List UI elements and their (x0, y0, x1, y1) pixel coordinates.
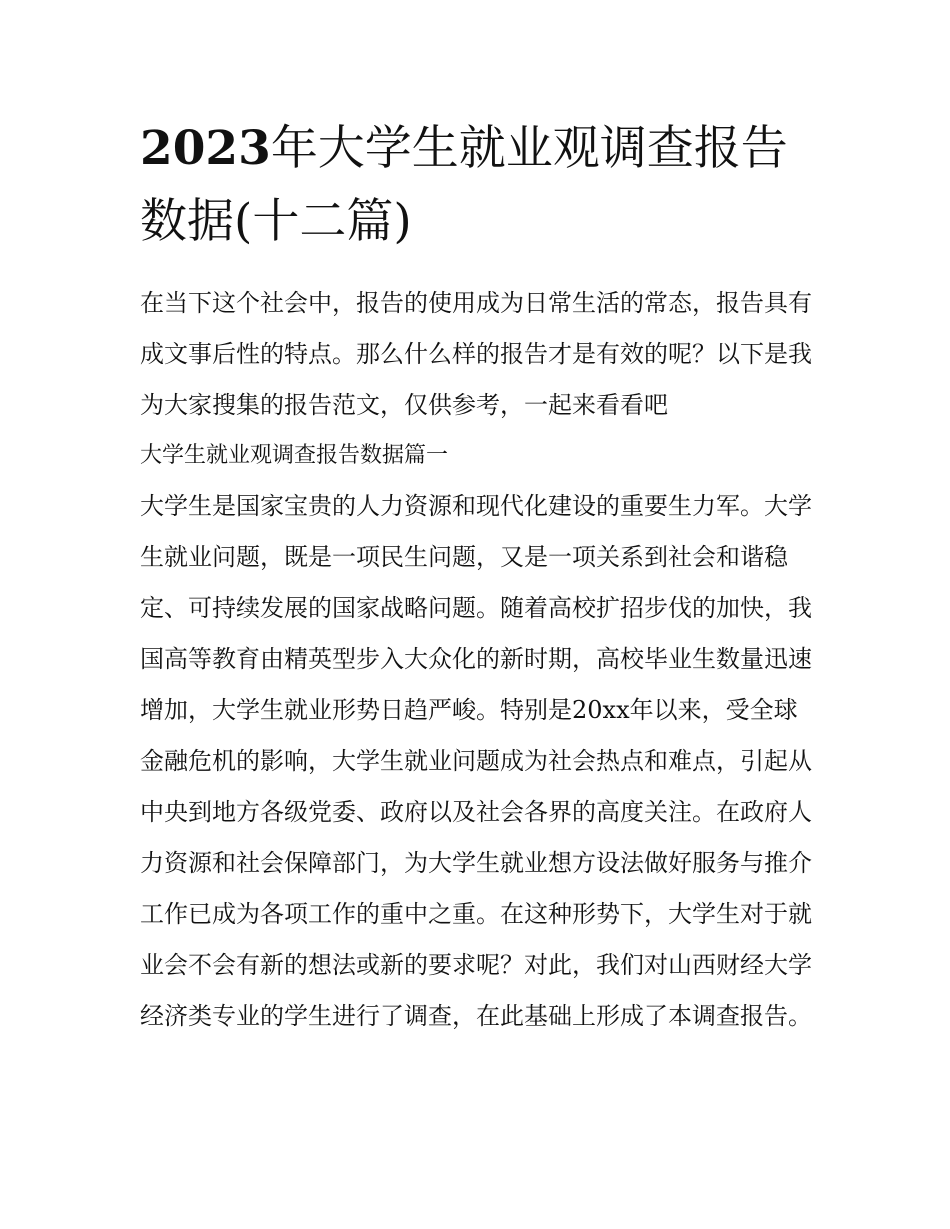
document-title (140, 112, 812, 258)
document-page (140, 112, 812, 1042)
intro-paragraph: 在当下这个社会中，报告的使用成为日常生活的常态，报告具有成文事后性的特点。那么什么样的报告才是有效的呢？以下是我为大家搜集的报告范文，仅供参考，一起来看看吧 (140, 289, 812, 419)
title-text: 年大学生就业观调查报告数据(十二篇) (140, 121, 788, 249)
title-year: 2023 (140, 121, 271, 176)
body-paragraph: 大学生是国家宝贵的人力资源和现代化建设的重要生力军。大学生就业问题，既是一项民生问题，又是一项关系到社会和谐稳定、可持续发展的国家战略问题。随着高校扩招步伐的加快，我国高等教育由精英型步入大众化的新时期，高校毕业生数量迅速增加，大学生就业形势日趋严峻。特别是20xx年以来，受全球金融危机的影响，大学生就业问题成为社会热点和难点，引起从中央到地方各级党委、政府以及社会各界的高度关注。在政府人力资源和社会保障部门，为大学生就业想方设法做好服务与推介工作已成为各项工作的重中之重。在这种形势下，大学生对于就业会不会有新的想法或新的要求呢？对此，我们对山西财经大学经济类专业的学生进行了调查，在此基础上形成了本调查报告。 (140, 492, 812, 1030)
section-heading: 大学生就业观调查报告数据篇一 (140, 443, 449, 468)
